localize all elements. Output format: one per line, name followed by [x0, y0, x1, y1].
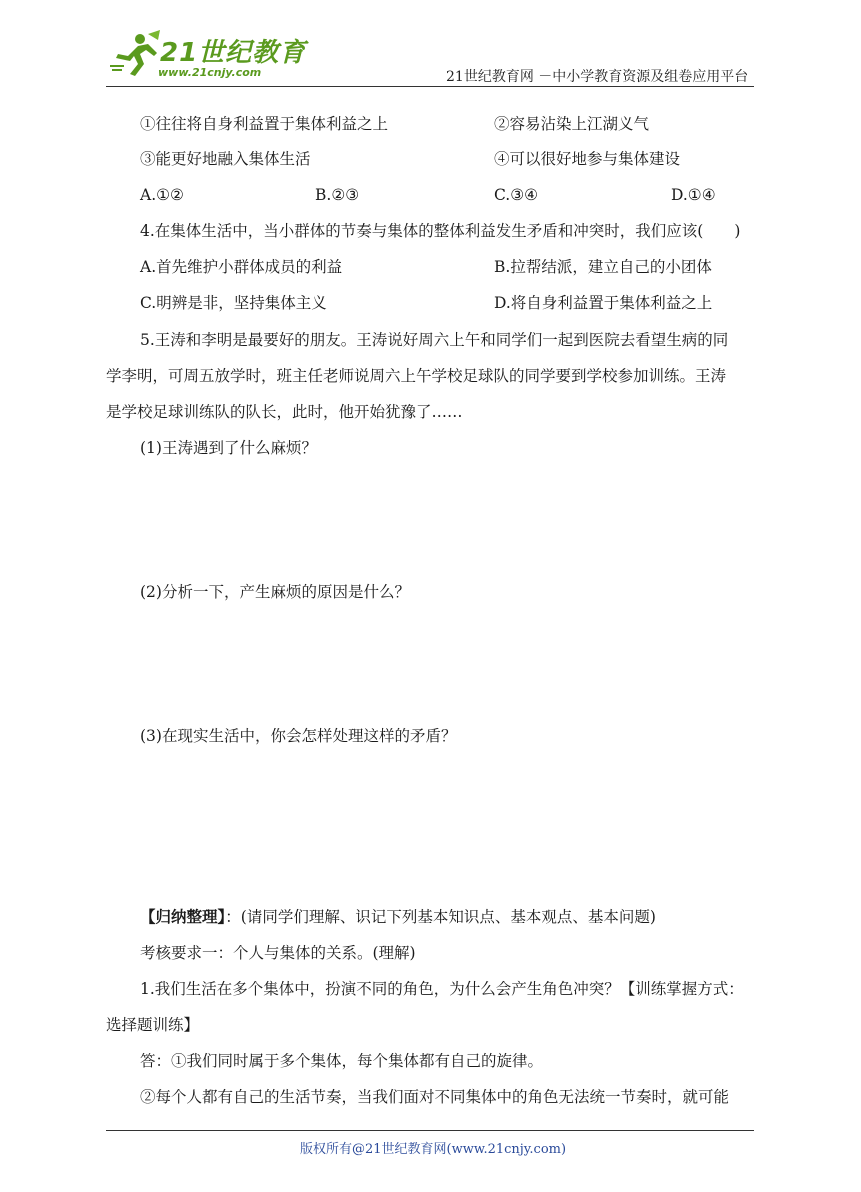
summary-heading-bracket: 【归纳整理】 — [140, 907, 226, 926]
q4-option-d: D.将自身利益置于集体利益之上 — [494, 294, 713, 312]
q3-choice-c: C.③④ — [494, 186, 539, 204]
q5-line-2: 学李明，可周五放学时，班主任老师说周六上午学校足球队的同学要到学校参加训练。王涛 — [106, 367, 727, 385]
answer-2: ②每个人都有自己的生活节奏，当我们面对不同集体中的角色无法统一节奏时，就可能 — [140, 1088, 730, 1106]
logo-main-text: 21世纪教育 — [160, 38, 307, 68]
q4-option-b: B.拉帮结派，建立自己的小团体 — [494, 258, 712, 276]
answer-1: 答：①我们同时属于多个集体，每个集体都有自己的旋律。 — [140, 1052, 544, 1070]
runner-logo-icon — [108, 30, 160, 80]
logo-url-text: www.21cnjy.com — [158, 66, 262, 79]
q5-sub-question-3: (3)在现实生活中，你会怎样处理这样的矛盾？ — [140, 727, 457, 745]
header-divider — [106, 86, 754, 87]
q4-option-a: A.首先维护小群体成员的利益 — [140, 258, 343, 276]
q4-stem: 4.在集体生活中，当小群体的节奏与集体的整体利益发生矛盾和冲突时，我们应该( ) — [140, 222, 741, 240]
q3-option-4: ④可以很好地参与集体建设 — [494, 150, 681, 168]
footer-divider — [106, 1130, 754, 1131]
q4-option-c: C.明辨是非，坚持集体主义 — [140, 294, 327, 312]
summary-q1-line-2: 选择题训练】 — [106, 1016, 200, 1034]
site-tagline: 21世纪教育网 －中小学教育资源及组卷应用平台 — [446, 69, 749, 85]
summary-heading — [140, 907, 656, 927]
q5-line-1: 5.王涛和李明是最要好的朋友。王涛说好周六上午和同学们一起到医院去看望生病的同 — [140, 331, 729, 349]
footer-copyright: 版权所有@21世纪教育网(www.21cnjy.com) — [300, 1142, 567, 1157]
q3-choice-b: B.②③ — [315, 186, 360, 204]
q5-sub-question-2: (2)分析一下，产生麻烦的原因是什么？ — [140, 583, 410, 601]
q3-choice-a: A.①② — [140, 186, 184, 204]
q3-option-2: ②容易沾染上江湖义气 — [494, 115, 650, 133]
q5-line-3: 是学校足球训练队的队长，此时，他开始犹豫了…… — [106, 403, 463, 421]
q3-option-1: ①往往将自身利益置于集体利益之上 — [140, 115, 389, 133]
requirement-1: 考核要求一：个人与集体的关系。(理解) — [140, 944, 416, 962]
q3-option-3: ③能更好地融入集体生活 — [140, 150, 311, 168]
q3-choice-d: D.①④ — [671, 186, 716, 204]
summary-q1-line-1: 1.我们生活在多个集体中，扮演不同的角色，为什么会产生角色冲突？【训练掌握方式： — [140, 980, 744, 998]
site-logo — [108, 30, 307, 82]
summary-heading-rest: ：(请同学们理解、识记下列基本知识点、基本观点、基本问题) — [225, 908, 656, 926]
q5-sub-question-1: (1)王涛遇到了什么麻烦？ — [140, 439, 317, 457]
